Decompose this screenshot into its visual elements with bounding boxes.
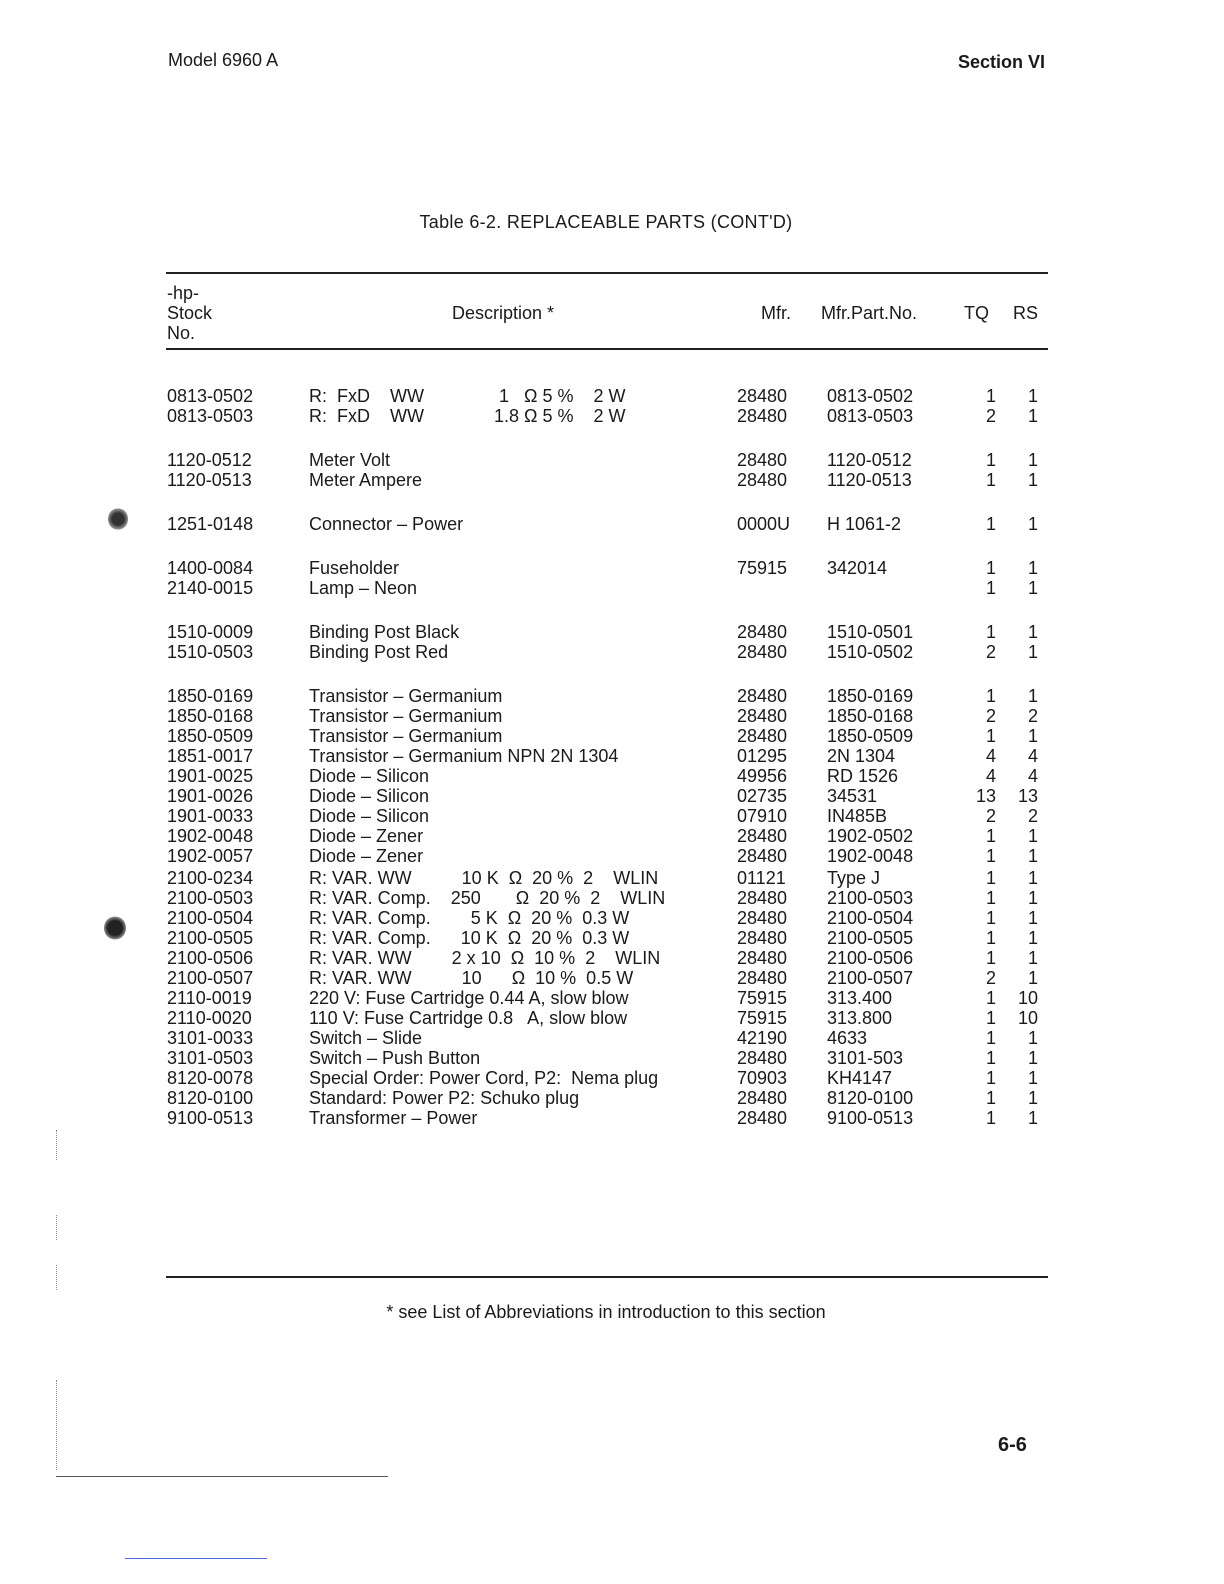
column-header-rs: RS xyxy=(1013,303,1039,323)
mfr-part-number: 2100-0507 xyxy=(827,968,914,988)
rs-value: 1 xyxy=(1027,826,1038,846)
stock-number: 1850-0169 xyxy=(167,686,254,706)
stock-number: 9100-0513 xyxy=(167,1108,254,1128)
rs-value: 1 xyxy=(1027,406,1038,426)
stock-number: 0813-0502 xyxy=(167,386,254,406)
table-row xyxy=(0,888,1224,908)
description: Transistor – Germanium xyxy=(309,726,503,746)
stock-number: 2110-0020 xyxy=(167,1008,252,1028)
stock-number: 2110-0019 xyxy=(167,988,252,1008)
mfr-part-number: 1510-0502 xyxy=(827,642,914,662)
rs-value: 1 xyxy=(1027,1108,1038,1128)
mfr-code: 28480 xyxy=(737,1048,788,1068)
stock-number: 2100-0507 xyxy=(167,968,254,988)
stock-number: 1251-0148 xyxy=(167,514,254,534)
mfr-code: 28480 xyxy=(737,1088,788,1108)
description: Switch – Slide xyxy=(309,1028,423,1048)
mfr-code: 28480 xyxy=(737,846,788,866)
tq-value: 1 xyxy=(985,1028,996,1048)
mfr-part-number: 9100-0513 xyxy=(827,1108,914,1128)
mfr-code: 70903 xyxy=(737,1068,788,1088)
description: R: FxD WW 1.8 Ω 5 % 2 W xyxy=(309,406,626,426)
table-row xyxy=(0,686,1224,706)
rs-value: 1 xyxy=(1027,888,1038,908)
stock-number: 0813-0503 xyxy=(167,406,254,426)
mfr-code: 0000U xyxy=(737,514,791,534)
table-row xyxy=(0,406,1224,426)
column-header-stock-line2: Stock xyxy=(167,303,213,323)
scan-edge-line xyxy=(56,1476,388,1477)
tq-value: 1 xyxy=(985,1108,996,1128)
tq-value: 1 xyxy=(985,1008,996,1028)
stock-number: 1510-0009 xyxy=(167,622,254,642)
rs-value: 4 xyxy=(1027,766,1038,786)
table-row xyxy=(0,928,1224,948)
mfr-part-number: IN485B xyxy=(827,806,888,826)
tq-value: 1 xyxy=(985,908,996,928)
description: Transistor – Germanium xyxy=(309,686,503,706)
stock-number: 1400-0084 xyxy=(167,558,254,578)
tq-value: 2 xyxy=(985,968,996,988)
description: Lamp – Neon xyxy=(309,578,418,598)
page-header-section: Section VI xyxy=(958,52,1046,72)
table-row xyxy=(0,746,1224,766)
table-row xyxy=(0,868,1224,888)
mfr-code: 28480 xyxy=(737,968,788,988)
mfr-part-number: 1902-0502 xyxy=(827,826,914,846)
mfr-part-number: KH4147 xyxy=(827,1068,893,1088)
mfr-code: 28480 xyxy=(737,686,788,706)
description: Transistor – Germanium NPN 2N 1304 xyxy=(309,746,619,766)
rs-value: 1 xyxy=(1027,558,1038,578)
tq-value: 1 xyxy=(985,726,996,746)
tq-value: 1 xyxy=(985,1088,996,1108)
table-row xyxy=(0,846,1224,866)
tq-value: 2 xyxy=(985,806,996,826)
footnote: * see List of Abbreviations in introduction to this section xyxy=(386,1302,826,1322)
description: Binding Post Red xyxy=(309,642,449,662)
mfr-code: 28480 xyxy=(737,706,788,726)
mfr-code: 01121 xyxy=(737,868,786,888)
rs-value: 2 xyxy=(1027,706,1038,726)
rs-value: 1 xyxy=(1027,1048,1038,1068)
mfr-part-number: 3101-503 xyxy=(827,1048,904,1068)
mfr-part-number: 8120-0100 xyxy=(827,1088,914,1108)
description: R: VAR. Comp. 5 K Ω 20 % 0.3 W xyxy=(309,908,630,928)
description: R: VAR. WW 10 Ω 10 % 0.5 W xyxy=(309,968,634,988)
table-row xyxy=(0,766,1224,786)
table-row xyxy=(0,1008,1224,1028)
description: R: FxD WW 1 Ω 5 % 2 W xyxy=(309,386,626,406)
rs-value: 1 xyxy=(1027,622,1038,642)
description: 110 V: Fuse Cartridge 0.8 A, slow blow xyxy=(309,1008,628,1028)
mfr-code: 28480 xyxy=(737,826,788,846)
table-row xyxy=(0,1048,1224,1068)
mfr-code: 28480 xyxy=(737,1108,788,1128)
mfr-code: 42190 xyxy=(737,1028,788,1048)
column-header-tq: TQ xyxy=(964,303,989,323)
rs-value: 1 xyxy=(1027,386,1038,406)
tq-value: 1 xyxy=(985,888,996,908)
description: Standard: Power P2: Schuko plug xyxy=(309,1088,580,1108)
stock-number: 1120-0513 xyxy=(167,470,252,490)
rs-value: 1 xyxy=(1027,1068,1038,1088)
table-row xyxy=(0,578,1224,598)
stock-number: 8120-0078 xyxy=(167,1068,254,1088)
rs-value: 2 xyxy=(1027,806,1038,826)
margin-speck xyxy=(56,1215,57,1240)
mfr-part-number: 0813-0502 xyxy=(827,386,914,406)
description: Meter Volt xyxy=(309,450,391,470)
mfr-part-number: 1902-0048 xyxy=(827,846,914,866)
mfr-code: 28480 xyxy=(737,908,788,928)
table-row xyxy=(0,786,1224,806)
mfr-part-number: 1120-0512 xyxy=(827,450,912,470)
mfr-part-number: 1120-0513 xyxy=(827,470,912,490)
mfr-part-number: 1850-0509 xyxy=(827,726,914,746)
tq-value: 2 xyxy=(985,706,996,726)
rs-value: 1 xyxy=(1027,726,1038,746)
mfr-code: 28480 xyxy=(737,948,788,968)
table-header-rule xyxy=(166,348,1048,350)
description: Diode – Zener xyxy=(309,846,424,866)
table-row xyxy=(0,1108,1224,1128)
table-row xyxy=(0,806,1224,826)
rs-value: 1 xyxy=(1027,450,1038,470)
description: 220 V: Fuse Cartridge 0.44 A, slow blow xyxy=(309,988,629,1008)
rs-value: 1 xyxy=(1027,642,1038,662)
mfr-part-number: 2100-0506 xyxy=(827,948,914,968)
table-row xyxy=(0,386,1224,406)
stock-number: 1851-0017 xyxy=(167,746,254,766)
tq-value: 1 xyxy=(985,622,996,642)
mfr-code: 28480 xyxy=(737,888,788,908)
stock-number: 3101-0033 xyxy=(167,1028,254,1048)
mfr-code: 28480 xyxy=(737,406,788,426)
margin-speck xyxy=(56,1130,57,1160)
description: Fuseholder xyxy=(309,558,400,578)
rs-value: 1 xyxy=(1027,470,1038,490)
mfr-code: 28480 xyxy=(737,642,788,662)
column-header-description: Description * xyxy=(452,303,555,323)
description: Special Order: Power Cord, P2: Nema plug xyxy=(309,1068,659,1088)
description: Transistor – Germanium xyxy=(309,706,503,726)
rs-value: 1 xyxy=(1027,908,1038,928)
mfr-part-number: H 1061-2 xyxy=(827,514,902,534)
scan-mark-bottom xyxy=(104,916,126,940)
description: R: VAR. Comp. 250 Ω 20 % 2 WLIN xyxy=(309,888,666,908)
description: Diode – Silicon xyxy=(309,806,430,826)
tq-value: 1 xyxy=(985,1068,996,1088)
description: R: VAR. WW 2 x 10 Ω 10 % 2 WLIN xyxy=(309,948,661,968)
mfr-code: 75915 xyxy=(737,558,788,578)
mfr-part-number: RD 1526 xyxy=(827,766,899,786)
mfr-part-number: 1510-0501 xyxy=(827,622,914,642)
tq-value: 1 xyxy=(985,470,996,490)
mfr-part-number: 313.800 xyxy=(827,1008,893,1028)
scan-mark-top xyxy=(108,508,128,530)
mfr-part-number: 2100-0503 xyxy=(827,888,914,908)
description: Diode – Zener xyxy=(309,826,424,846)
page-header-model: Model 6960 A xyxy=(168,50,279,70)
stock-number: 2140-0015 xyxy=(167,578,254,598)
mfr-code: 75915 xyxy=(737,1008,788,1028)
description: Transformer – Power xyxy=(309,1108,478,1128)
table-row xyxy=(0,1028,1224,1048)
stock-number: 1901-0025 xyxy=(167,766,254,786)
table-row xyxy=(0,988,1224,1008)
description: Connector – Power xyxy=(309,514,464,534)
mfr-part-number: 2100-0505 xyxy=(827,928,914,948)
mfr-code: 28480 xyxy=(737,622,788,642)
table-row xyxy=(0,908,1224,928)
description: Diode – Silicon xyxy=(309,786,430,806)
mfr-part-number: Type J xyxy=(827,868,881,888)
margin-speck xyxy=(56,1380,57,1470)
mfr-code: 02735 xyxy=(737,786,788,806)
rs-value: 1 xyxy=(1027,928,1038,948)
stock-number: 2100-0234 xyxy=(167,868,254,888)
tq-value: 1 xyxy=(985,686,996,706)
mfr-part-number: 313.400 xyxy=(827,988,893,1008)
table-row xyxy=(0,450,1224,470)
rs-value: 1 xyxy=(1027,578,1038,598)
column-header-stock-line3: No. xyxy=(167,323,196,343)
column-header-stock xyxy=(167,283,212,343)
tq-value: 2 xyxy=(985,642,996,662)
tq-value: 1 xyxy=(985,578,996,598)
page-number: 6-6 xyxy=(998,1434,1027,1456)
table-row xyxy=(0,706,1224,726)
stock-number: 2100-0505 xyxy=(167,928,254,948)
mfr-code: 75915 xyxy=(737,988,788,1008)
stock-number: 1902-0048 xyxy=(167,826,254,846)
mfr-code: 28480 xyxy=(737,726,788,746)
description: R: VAR. WW 10 K Ω 20 % 2 WLIN xyxy=(309,868,659,888)
tq-value: 1 xyxy=(985,868,996,888)
table-caption: Table 6-2. REPLACEABLE PARTS (CONT'D) xyxy=(419,212,793,232)
rs-value: 1 xyxy=(1027,514,1038,534)
rs-value: 1 xyxy=(1027,868,1038,888)
mfr-part-number: 34531 xyxy=(827,786,878,806)
tq-value: 1 xyxy=(985,450,996,470)
table-row xyxy=(0,726,1224,746)
stock-number: 2100-0504 xyxy=(167,908,254,928)
mfr-part-number: 1850-0169 xyxy=(827,686,914,706)
column-header-mfr-part-no: Mfr.Part.No. xyxy=(821,303,918,323)
rs-value: 4 xyxy=(1027,746,1038,766)
rs-value: 1 xyxy=(1027,1088,1038,1108)
mfr-part-number: 4633 xyxy=(827,1028,868,1048)
table-row xyxy=(0,514,1224,534)
rs-value: 1 xyxy=(1027,1028,1038,1048)
stock-number: 2100-0506 xyxy=(167,948,254,968)
tq-value: 1 xyxy=(985,928,996,948)
tq-value: 1 xyxy=(985,558,996,578)
table-bottom-rule xyxy=(166,1276,1048,1278)
rs-value: 1 xyxy=(1027,846,1038,866)
rs-value: 10 xyxy=(1017,1008,1038,1028)
description: Diode – Silicon xyxy=(309,766,430,786)
rs-value: 1 xyxy=(1027,948,1038,968)
column-header-mfr: Mfr. xyxy=(761,303,791,323)
tq-value: 4 xyxy=(985,746,996,766)
scan-edge-blue-line xyxy=(125,1558,267,1559)
mfr-part-number: 342014 xyxy=(827,558,888,578)
margin-speck xyxy=(56,1265,57,1290)
table-row xyxy=(0,642,1224,662)
mfr-part-number: 0813-0503 xyxy=(827,406,914,426)
tq-value: 1 xyxy=(985,948,996,968)
table-top-rule xyxy=(166,272,1048,274)
table-row xyxy=(0,968,1224,988)
tq-value: 1 xyxy=(985,826,996,846)
tq-value: 1 xyxy=(985,988,996,1008)
column-header-stock-line1: -hp- xyxy=(167,283,200,303)
tq-value: 13 xyxy=(975,786,996,806)
mfr-code: 28480 xyxy=(737,470,788,490)
mfr-code: 28480 xyxy=(737,386,788,406)
rs-value: 1 xyxy=(1027,686,1038,706)
table-row xyxy=(0,622,1224,642)
table-row xyxy=(0,1088,1224,1108)
stock-number: 1901-0026 xyxy=(167,786,254,806)
description: Meter Ampere xyxy=(309,470,423,490)
tq-value: 1 xyxy=(985,846,996,866)
rs-value: 13 xyxy=(1017,786,1038,806)
table-row xyxy=(0,948,1224,968)
stock-number: 2100-0503 xyxy=(167,888,254,908)
table-row xyxy=(0,826,1224,846)
description: R: VAR. Comp. 10 K Ω 20 % 0.3 W xyxy=(309,928,630,948)
tq-value: 1 xyxy=(985,1048,996,1068)
stock-number: 3101-0503 xyxy=(167,1048,254,1068)
stock-number: 1120-0512 xyxy=(167,450,252,470)
tq-value: 1 xyxy=(985,386,996,406)
mfr-code: 01295 xyxy=(737,746,788,766)
table-row xyxy=(0,1068,1224,1088)
tq-value: 2 xyxy=(985,406,996,426)
mfr-code: 49956 xyxy=(737,766,788,786)
mfr-code: 28480 xyxy=(737,450,788,470)
mfr-part-number: 1850-0168 xyxy=(827,706,914,726)
mfr-part-number: 2100-0504 xyxy=(827,908,914,928)
table-row xyxy=(0,558,1224,578)
stock-number: 8120-0100 xyxy=(167,1088,254,1108)
stock-number: 1902-0057 xyxy=(167,846,254,866)
stock-number: 1901-0033 xyxy=(167,806,254,826)
mfr-code: 07910 xyxy=(737,806,788,826)
mfr-code: 28480 xyxy=(737,928,788,948)
tq-value: 1 xyxy=(985,514,996,534)
stock-number: 1850-0509 xyxy=(167,726,254,746)
mfr-part-number: 2N 1304 xyxy=(827,746,896,766)
description: Binding Post Black xyxy=(309,622,460,642)
tq-value: 4 xyxy=(985,766,996,786)
stock-number: 1850-0168 xyxy=(167,706,254,726)
stock-number: 1510-0503 xyxy=(167,642,254,662)
rs-value: 10 xyxy=(1017,988,1038,1008)
table-row xyxy=(0,470,1224,490)
rs-value: 1 xyxy=(1027,968,1038,988)
description: Switch – Push Button xyxy=(309,1048,481,1068)
